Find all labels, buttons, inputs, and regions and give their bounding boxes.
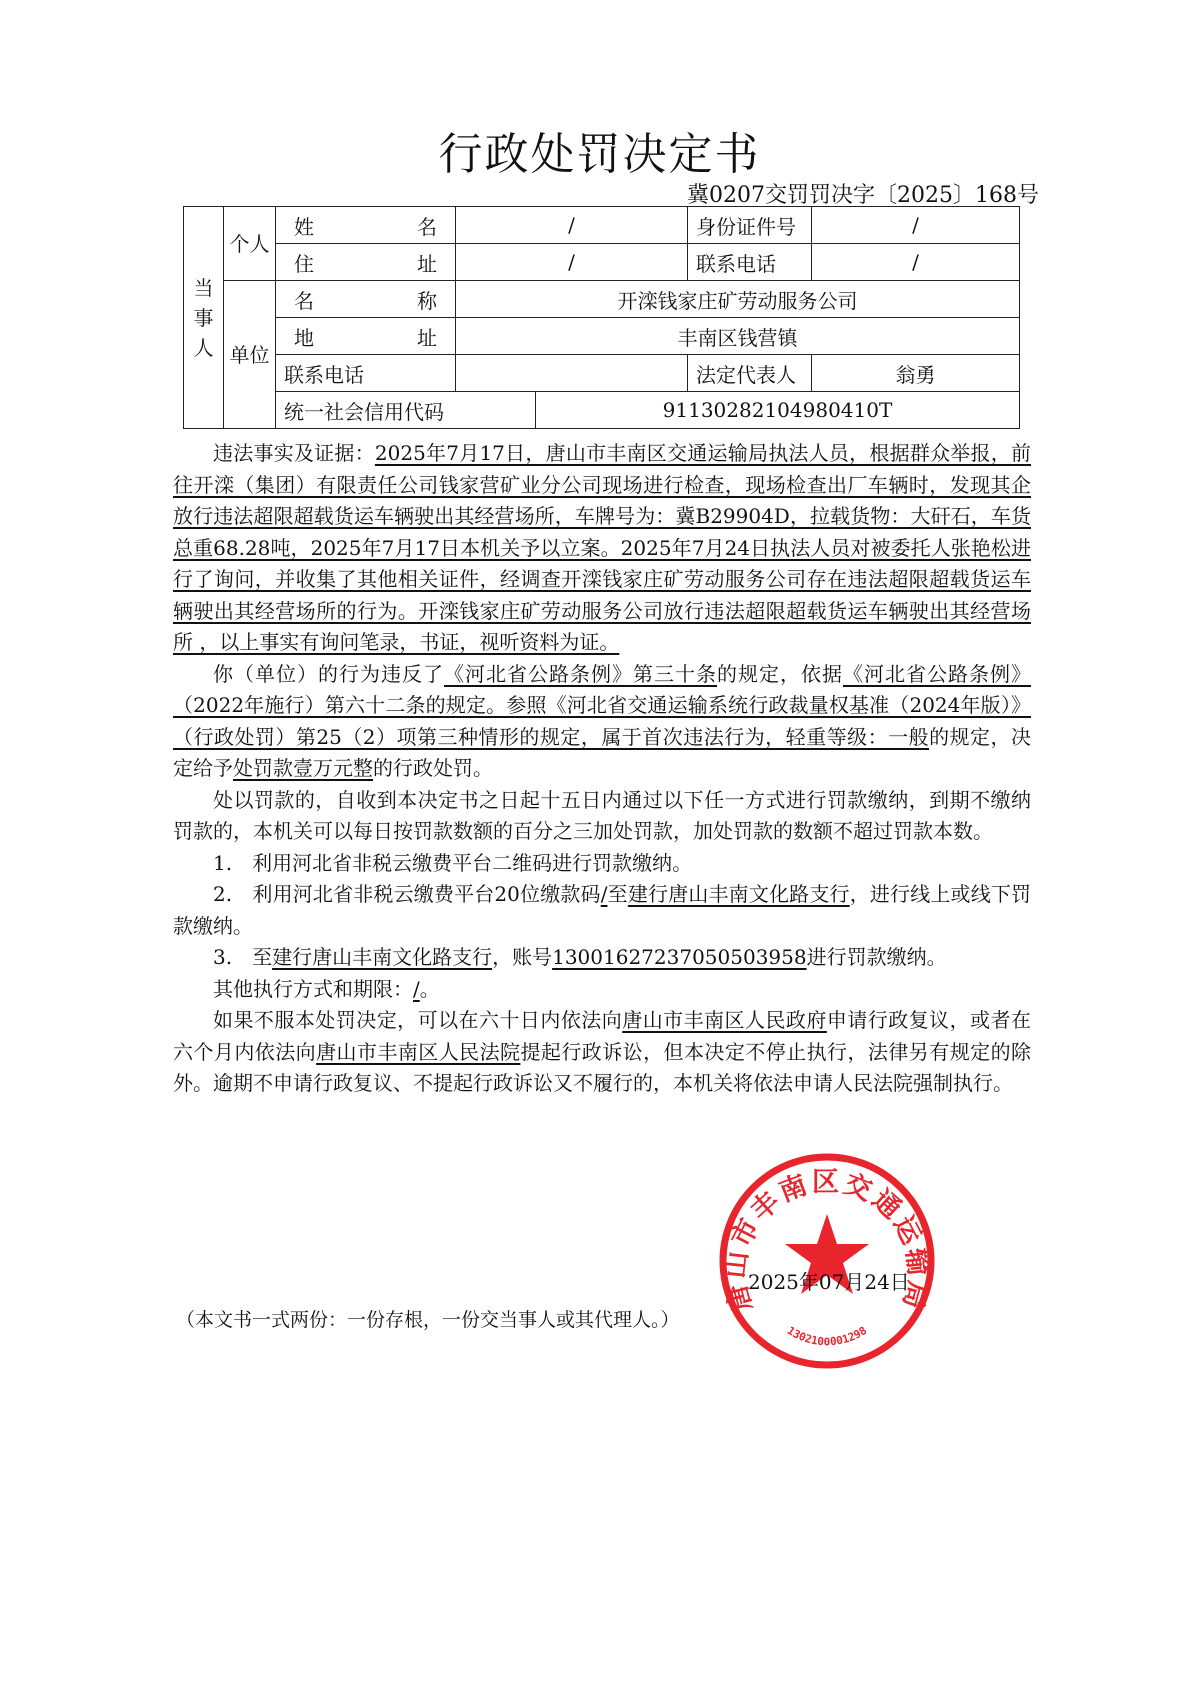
issue-date: 2025年07月24日 [748, 1270, 910, 1294]
payment-bank-1: 建行唐山丰南文化路支行 [627, 882, 850, 906]
other-execution: 其他执行方式和期限：/。 [213, 976, 440, 1001]
legal-rep-label: 法定代表人 [688, 355, 812, 392]
appeal-paragraph: 如果不服本处罚决定，可以在六十日内依法向唐山市丰南区人民政府申请行政复议，或者在六个月内依法向唐山市丰南区人民法院提起行政诉讼，但本决定不停止执行，法律另有规定的除外。逾期不申请行政复议、不提起行政诉讼又不履行的，本机关将依法申请人民法院强制执行。 [173, 1008, 1032, 1095]
payment-item-1: 1. 利用河北省非税云缴费平台二维码进行罚款缴纳。 [213, 850, 693, 875]
court: 唐山市丰南区人民法院 [316, 1039, 521, 1064]
credit-code-value: 91130282104980410T [536, 392, 1020, 429]
payment-intro: 处以罚款的，自收到本决定书之日起十五日内通过以下任一方式进行罚款缴纳，到期不缴纳罚款的，本机关可以每日按罚款数额的百分之三加处罚款，加处罚款的数额不超过罚款本数。 [173, 787, 1031, 843]
document-number: 冀0207交罚罚决字〔2025〕168号 [687, 183, 1039, 208]
seal-org-text: 唐山市丰南区交通运输局 [720, 1166, 934, 1315]
violation-paragraph: 你（单位）的行为违反了《河北省公路条例》第三十条的规定，依据《河北省公路条例》（2022年施行）第六十二条的规定。参照《河北省交通运输系统行政裁量权基准（2024年版）》（行政处罚）第25（2）项第三种情形的规定，属于首次违法行为，轻重等级：一般的规定，决定给予处罚款壹万元整的行政处罚。 [173, 661, 1031, 780]
penalty-basis: 《河北省公路条例》（2022年施行）第六十二条的规定。参照《河北省交通运输系统行政裁量权基准（2024年版）》（行政处罚）第25（2）项第三种情形的规定，属于首次违法行为，轻重等级：一般 [173, 661, 1031, 749]
unit-name-value: 开滦钱家庄矿劳动服务公司 [456, 281, 1020, 318]
legal-rep-value: 翁勇 [812, 355, 1020, 392]
unit-address-label: 地 址 [276, 318, 456, 355]
footnote: （本文书一式两份：一份存根，一份交当事人或其代理人。） [176, 1309, 680, 1331]
party-info-table [183, 206, 1020, 429]
payment-item-2: 2. 利用河北省非税云缴费平台20位缴款码/至建行唐山丰南文化路支行，进行线上或线下罚款缴纳。 [173, 882, 1032, 938]
bank-account: 13001627237050503958 [552, 945, 807, 969]
document-title: 行政处罚决定书 [438, 129, 761, 180]
individual-label: 个人 [224, 207, 276, 281]
payment-item-3: 3. 至建行唐山丰南文化路支行，账号13001627237050503958进行罚款缴纳。 [213, 945, 947, 969]
phone-label: 联系电话 [688, 244, 812, 281]
penalty-amount: 处罚款壹万元整 [233, 756, 373, 780]
payment-code: / [600, 882, 608, 906]
violated-law: 《河北省公路条例》第三十条 [444, 661, 717, 686]
decision-body [173, 438, 1031, 1100]
phone-value: / [812, 244, 1020, 281]
credit-code-label: 统一社会信用代码 [276, 392, 536, 429]
unit-label: 单位 [224, 281, 276, 429]
name-label: 姓 名 [276, 207, 456, 244]
party-group-label: 当事人 [184, 207, 224, 429]
review-authority: 唐山市丰南区人民政府 [622, 1008, 827, 1032]
unit-phone-value [456, 355, 688, 392]
official-seal [712, 1146, 942, 1376]
address-label: 住 址 [276, 244, 456, 281]
unit-address-value: 丰南区钱营镇 [456, 318, 1020, 355]
name-value: / [456, 207, 688, 244]
facts-paragraph: 违法事实及证据：2025年7月17日，唐山市丰南区交通运输局执法人员，根据群众举报，前往开滦（集团）有限责任公司钱家营矿业分公司现场进行检查，现场检查出厂车辆时，发现其企放行违法超限超载货运车辆驶出其经营场所，车牌号为：冀B29904D，拉载货物：大矸石，车货总重68.28吨，2025年7月17日本机关予以立案。2025年7月24日执法人员对被委托人张艳松进行了询问，并收集了其他相关证件，经调查开滦钱家庄矿劳动服务公司存在违法超限超载货运车辆驶出其经营场所的行为。开滦钱家庄矿劳动服务公司放行违法超限超载货运车辆驶出其经营场所 ，以上事实有询问笔录，书证，视听资料为证。 [173, 441, 1032, 654]
unit-name-label: 名 称 [276, 281, 456, 318]
unit-phone-label: 联系电话 [276, 355, 456, 392]
address-value: / [456, 244, 688, 281]
facts-text: 2025年7月17日，唐山市丰南区交通运输局执法人员，根据群众举报，前往开滦（集团）有限责任公司钱家营矿业分公司现场进行检查，现场检查出厂车辆时，发现其企放行违法超限超载货运车辆驶出其经营场所，车牌号为：冀B29904D，拉载货物：大矸石，车货总重68.28吨，2025年7月17日本机关予以立案。2025年7月24日执法人员对被委托人张艳松进行了询问，并收集了其他相关证件，经调查开滦钱家庄矿劳动服务公司存在违法超限超载货运车辆驶出其经营场所的行为。开滦钱家庄矿劳动服务公司放行违法超限超载货运车辆驶出其经营场所 ，以上事实有询问笔录，书证，视听资料为证。 [173, 441, 1032, 654]
id-value: / [812, 207, 1020, 244]
payment-bank-2: 建行唐山丰南文化路支行 [272, 945, 493, 969]
id-label: 身份证件号 [688, 207, 812, 244]
seal-code-text: 1302100001298 [784, 1323, 870, 1349]
